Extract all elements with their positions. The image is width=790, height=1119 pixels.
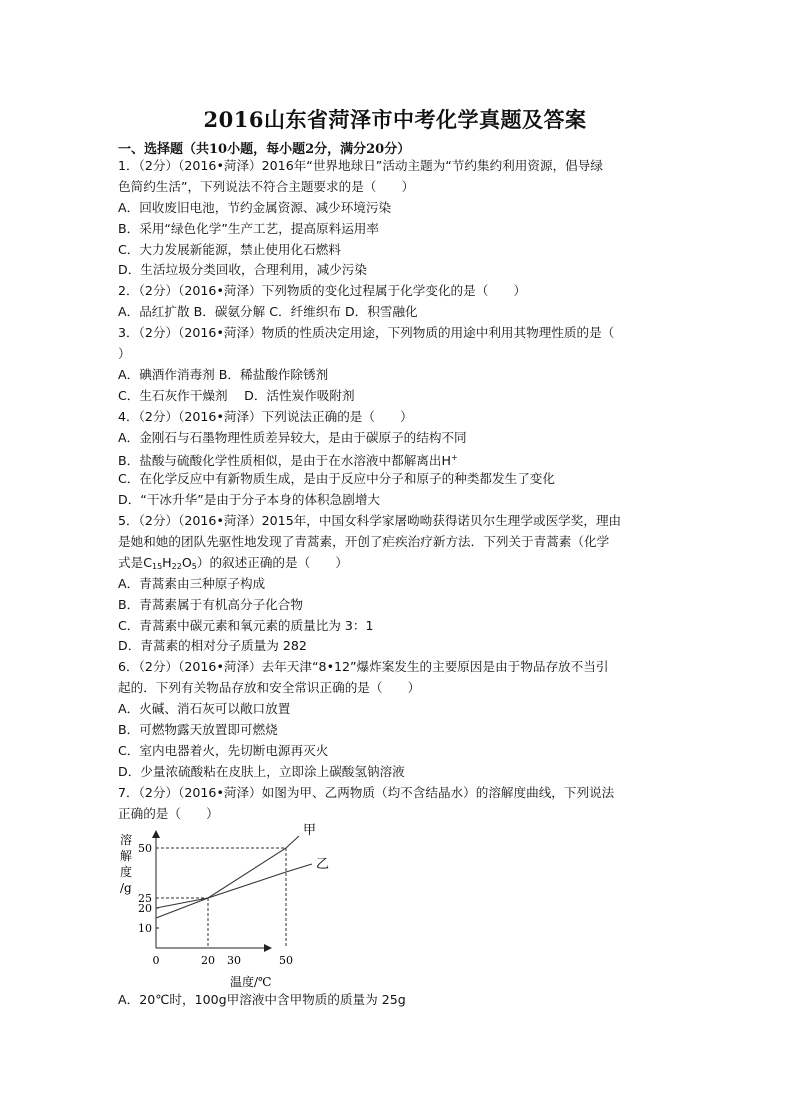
text-line: C．生石灰作干燥剂 D．活性炭作吸附剂 [118,387,355,403]
text-line: D．青蒿素的相对分子质量为 282 [118,638,307,654]
text-line: 是她和她的团队先驱性地发现了青蒿素，开创了疟疾治疗新方法．下列关于青蒿素（化学 [118,534,610,550]
series-label: 甲 [303,823,317,838]
x-axis-label: 温度/℃ [230,975,272,989]
superscript: + [450,453,458,463]
y-tick-label: 20 [138,902,152,915]
text-line: C．青蒿素中碳元素和氧元素的质量比为 3：1 [118,617,374,633]
text-line: A．青蒿素由三种原子构成 [118,575,266,591]
x-tick-label: 50 [279,954,293,967]
text-line [118,448,678,469]
text-line: A．碘酒作消毒剂 B．稀盐酸作除锈剂 [118,366,329,382]
formula-text: ）的叙述正确的是（ ） [196,554,348,570]
text-line: B．青蒿素属于有机高分子化合物 [118,596,303,612]
x-tick-label: 0 [152,954,160,967]
text-line: D．少量浓硫酸粘在皮肤上，立即涂上碳酸氢钠溶液 [118,763,405,779]
solubility-chart-svg [118,823,330,989]
text-line: 1．（2分）（2016•菏泽）2016年“世界地球日”活动主题为“节约集约利用资源，倡导绿 [118,158,603,173]
line-text: 式是C [118,554,152,570]
text-line: ） [118,346,131,362]
text-line: 7．（2分）（2016•菏泽）如图为甲、乙两物质（均不含结晶水）的溶解度曲线，下列说法 [118,784,615,800]
y-tick-label: 10 [138,922,152,935]
text-line: 3．（2分）（2016•菏泽）物质的性质决定用途，下列物质的用途中利用其物理性质的是（ [118,325,615,341]
text-line: 色简约生活”，下列说法不符合主题要求的是（ ） [118,178,415,194]
y-label-char: 溶 [120,833,133,847]
line-text: B．盐酸与硫酸化学性质相似，是由于在水溶液中都解离出H [118,453,451,469]
text-line: C．大力发展新能源，禁止使用化石燃料 [118,241,341,257]
series-label: 乙 [316,857,330,872]
text-line: 正确的是（ ） [118,805,219,821]
text-line: C．室内电器着火，先切断电源再灭火 [118,742,329,758]
text-line: A．品红扩散 B．碳氨分解 C．纤维织布 D．积雪融化 [118,304,418,320]
text-line: 2．（2分）（2016•菏泽）下列物质的变化过程属于化学变化的是（ ） [118,283,527,299]
y-tick-label: 25 [138,892,152,905]
formula-text: O [181,554,192,570]
question-text [118,156,678,825]
text-line: D．生活垃圾分类回收，合理利用，减少污染 [118,262,367,278]
text-line: D．“干冰升华”是由于分子本身的体积急剧增大 [118,492,381,508]
solubility-curve-2 [156,864,312,908]
text-line: 5．（2分）（2016•菏泽）2015年，中国女科学家屠呦呦获得诺贝尔生理学或医学奖，理由 [118,513,622,529]
text-line: B．采用“绿色化学”生产工艺，提高原料运用率 [118,220,379,236]
text-line: 6．（2分）（2016•菏泽）去年天津“8•12”爆炸案发生的主要原因是由于物品存放不当引 [118,659,609,675]
y-tick-label: 50 [138,842,152,855]
text-line: A．金刚石与石墨物理性质差异较大，是由于碳原子的结构不同 [118,429,467,445]
text-line: 起的．下列有关物品存放和安全常识正确的是（ ） [118,680,421,696]
solubility-chart [118,823,330,989]
subscript: 5 [191,561,197,571]
option-a-text: A．20℃时，100g甲溶液中含甲物质的质量为 25g [118,992,406,1007]
subscript: 15 [151,561,163,571]
y-label-char: /g [120,881,132,895]
subscript: 22 [171,561,182,571]
x-tick-label: 20 [201,954,215,967]
y-label-char: 解 [120,849,133,863]
text-line: C．在化学反应中有新物质生成，是由于反应中分子和原子的种类都发生了变化 [118,471,555,487]
text-line: 4．（2分）（2016•菏泽）下列说法正确的是（ ） [118,408,413,424]
page-title: 2016山东省菏泽市中考化学真题及答案 [203,107,587,132]
text-line [118,553,678,574]
text-line: B．可燃物露天放置即可燃烧 [118,722,278,738]
formula-text: H [162,554,172,570]
y-label-char: 度 [120,865,133,879]
x-tick-label: 30 [227,954,241,967]
text-line: A．火碱、消石灰可以敞口放置 [118,701,291,717]
section-heading: 一、选择题（共10小题，每小题2分，满分20分） [118,142,411,157]
text-line: A．回收废旧电池，节约金属资源、减少环境污染 [118,199,392,215]
